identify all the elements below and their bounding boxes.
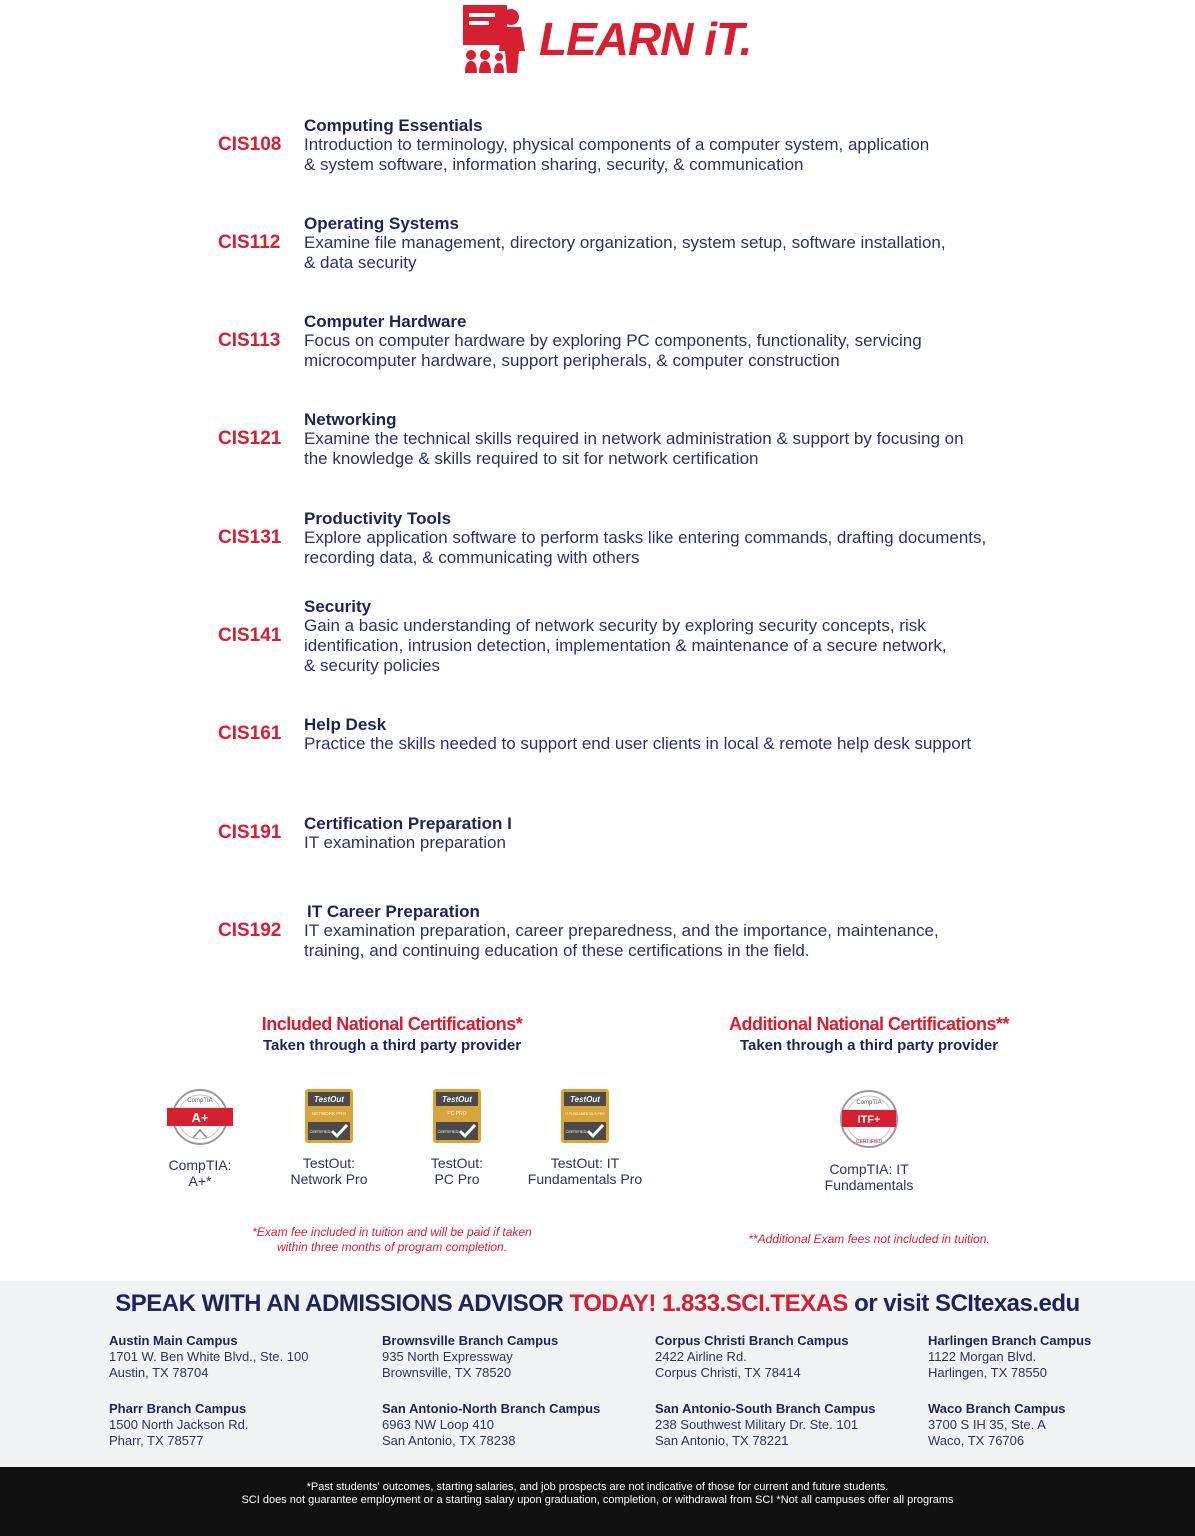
campus-address bbox=[928, 1401, 1188, 1449]
campus-name: San Antonio-South Branch Campus bbox=[655, 1401, 876, 1416]
campus-address bbox=[109, 1333, 369, 1381]
course-title: Productivity Tools bbox=[304, 509, 452, 528]
course-description-line: identification, intrusion detection, implementation & maintenance of a secure network, bbox=[304, 636, 947, 655]
campus-address-line: 935 North Expressway bbox=[382, 1349, 513, 1364]
course-description bbox=[304, 429, 1004, 469]
course-description-line: recording data, & communicating with others bbox=[304, 548, 640, 567]
campus-name: Brownsville Branch Campus bbox=[382, 1333, 559, 1348]
course-description bbox=[304, 833, 1004, 853]
svg-text:CompTIA: CompTIA bbox=[856, 1100, 882, 1106]
comptia-a-plus-badge bbox=[150, 1088, 250, 1189]
course-description-line: Introduction to terminology, physical components of a computer system, application bbox=[304, 135, 930, 154]
course-title: Computing Essentials bbox=[304, 116, 483, 135]
testout-network-pro-icon bbox=[304, 1088, 354, 1144]
course-description-line: Focus on computer hardware by exploring PC components, functionality, servicing bbox=[304, 331, 922, 350]
campus-address-line: 2422 Airline Rd. bbox=[655, 1349, 747, 1364]
admissions-call-to-action: SPEAK WITH AN ADMISSIONS ADVISOR TODAY! 1.833.SCI.TEXAS or visit SCItexas.edu bbox=[115, 1290, 1080, 1317]
course-title: Operating Systems bbox=[304, 214, 459, 233]
course-description-line: & data security bbox=[304, 253, 417, 272]
course-code: CIS141 bbox=[218, 625, 282, 646]
campus-name: Austin Main Campus bbox=[109, 1333, 238, 1348]
included-certifications-header bbox=[192, 1014, 592, 1054]
testout-pc-pro-caption: TestOut: PC Pro bbox=[430, 1155, 484, 1187]
logo-text: LEARN iT. bbox=[539, 13, 752, 65]
campus-address-line: San Antonio, TX 78238 bbox=[382, 1433, 516, 1448]
course-description-line: the knowledge & skills required to sit for network certification bbox=[304, 449, 759, 468]
included-certifications-subheading: Taken through a third party provider bbox=[262, 1037, 522, 1054]
svg-text:CERTIFIED: CERTIFIED bbox=[309, 1129, 331, 1134]
course-description bbox=[304, 528, 1004, 568]
learn-it-logo-icon bbox=[461, 3, 533, 75]
course-description-line: Examine file management, directory organization, system setup, software installation, bbox=[304, 233, 946, 252]
campus-address-line: Austin, TX 78704 bbox=[109, 1365, 209, 1380]
testout-it-fundamentals-pro-caption: TestOut: IT Fundamentals Pro bbox=[527, 1155, 643, 1187]
svg-text:TestOut: TestOut bbox=[314, 1095, 344, 1104]
comptia-a-plus-icon bbox=[165, 1088, 235, 1146]
comptia-itf-plus-badge bbox=[809, 1088, 929, 1193]
course-description-line: & system software, information sharing, security, & communication bbox=[304, 155, 804, 174]
svg-text:ITF+: ITF+ bbox=[857, 1114, 881, 1126]
comptia-itf-plus-caption: CompTIA: IT Fundamentals bbox=[824, 1161, 914, 1193]
course-code: CIS108 bbox=[218, 134, 282, 155]
campus-address bbox=[109, 1401, 369, 1449]
svg-text:CERTIFIED: CERTIFIED bbox=[437, 1129, 459, 1134]
svg-text:TestOut: TestOut bbox=[442, 1095, 472, 1104]
campus-address-line: Harlingen, TX 78550 bbox=[928, 1365, 1048, 1380]
svg-text:CompTIA: CompTIA bbox=[187, 1098, 213, 1104]
additional-certifications-subheading: Taken through a third party provider bbox=[739, 1037, 999, 1054]
campus-address-line: 3700 S IH 35, Ste. A bbox=[928, 1417, 1046, 1432]
campus-name: San Antonio-North Branch Campus bbox=[382, 1401, 601, 1416]
campus-name: Pharr Branch Campus bbox=[109, 1401, 247, 1416]
campus-address bbox=[928, 1333, 1188, 1381]
disclaimer-footer bbox=[0, 1467, 1195, 1536]
course-title: Help Desk bbox=[304, 715, 387, 734]
course-title: Security bbox=[304, 597, 372, 616]
course-description-line: microcomputer hardware, support peripherals, & computer construction bbox=[304, 351, 840, 370]
course-title: Networking bbox=[304, 410, 397, 429]
course-code: CIS121 bbox=[218, 428, 282, 449]
svg-text:NETWORK PRO: NETWORK PRO bbox=[311, 1111, 347, 1116]
course-code: CIS161 bbox=[218, 723, 282, 744]
testout-network-pro-badge bbox=[279, 1088, 379, 1187]
testout-it-fundamentals-pro-badge bbox=[520, 1088, 650, 1187]
course-description bbox=[304, 616, 1004, 676]
comptia-a-plus-caption: CompTIA: A+* bbox=[168, 1157, 232, 1189]
course-description-line: Practice the skills needed to support end user clients in local & remote help desk support bbox=[304, 734, 972, 753]
campus-name: Corpus Christi Branch Campus bbox=[655, 1333, 849, 1348]
testout-it-fundamentals-pro-icon bbox=[560, 1088, 610, 1144]
disclaimer-line-2: SCI does not guarantee employment or a starting salary upon graduation, completion, or withdrawal from SCI *Not all campuses offer all programs bbox=[241, 1494, 954, 1506]
testout-pc-pro-icon bbox=[432, 1088, 482, 1144]
website-link[interactable]: or visit SCItexas.edu bbox=[847, 1290, 1080, 1317]
course-description-line: IT examination preparation, career preparedness, and the importance, maintenance, bbox=[304, 921, 939, 940]
campus-address-line: 6963 NW Loop 410 bbox=[382, 1417, 495, 1432]
campus-address-line: San Antonio, TX 78221 bbox=[655, 1433, 789, 1448]
course-description-line: & security policies bbox=[304, 656, 441, 675]
course-code: CIS113 bbox=[218, 330, 281, 351]
svg-text:TestOut: TestOut bbox=[570, 1095, 600, 1104]
campus-address bbox=[382, 1333, 642, 1381]
additional-certifications-heading: Additional National Certifications** bbox=[728, 1014, 1010, 1034]
campus-address-line: Waco, TX 76706 bbox=[928, 1433, 1025, 1448]
additional-certifications-header bbox=[669, 1014, 1069, 1054]
campus-address bbox=[655, 1401, 915, 1449]
phone-number-link[interactable]: TODAY! 1.833.SCI.TEXAS bbox=[569, 1290, 848, 1317]
campus-address bbox=[382, 1401, 642, 1449]
campus-address-line: 238 Southwest Military Dr. Ste. 101 bbox=[655, 1417, 859, 1432]
campus-address-line: 1500 North Jackson Rd. bbox=[109, 1417, 249, 1432]
course-description bbox=[304, 921, 1004, 961]
testout-pc-pro-badge bbox=[407, 1088, 507, 1187]
course-title: Certification Preparation I bbox=[304, 814, 512, 833]
course-code: CIS191 bbox=[218, 822, 282, 843]
svg-text:IT FUNDAMENTALS PRO: IT FUNDAMENTALS PRO bbox=[565, 1112, 605, 1116]
disclaimer-line-1: *Past students' outcomes, starting salaries, and job prospects are not indicative of those for current and future students. bbox=[306, 1481, 889, 1493]
campus-address-line: 1701 W. Ben White Blvd., Ste. 100 bbox=[109, 1349, 309, 1364]
campus-name: Harlingen Branch Campus bbox=[928, 1333, 1092, 1348]
svg-text:A+: A+ bbox=[191, 1110, 209, 1125]
course-description-line: IT examination preparation bbox=[304, 833, 506, 852]
testout-network-pro-caption: TestOut: Network Pro bbox=[290, 1155, 368, 1187]
course-title: Computer Hardware bbox=[304, 312, 467, 331]
svg-text:CERTIFIED: CERTIFIED bbox=[855, 1139, 883, 1145]
course-description bbox=[304, 135, 1004, 175]
svg-text:PC PRO: PC PRO bbox=[447, 1111, 467, 1117]
course-title: IT Career Preparation bbox=[307, 902, 480, 921]
campus-address-line: Corpus Christi, TX 78414 bbox=[655, 1365, 801, 1380]
course-description-line: Examine the technical skills required in network administration & support by focusing on bbox=[304, 429, 964, 448]
campus-name: Waco Branch Campus bbox=[928, 1401, 1066, 1416]
course-code: CIS131 bbox=[218, 527, 282, 548]
comptia-itf-plus-icon bbox=[834, 1088, 904, 1150]
course-description-line: Gain a basic understanding of network security by exploring security concepts, risk bbox=[304, 616, 926, 635]
course-code: CIS192 bbox=[218, 920, 282, 941]
course-description bbox=[304, 734, 1004, 754]
learn-it-logo bbox=[461, 0, 751, 78]
included-certifications-heading: Included National Certifications* bbox=[261, 1014, 523, 1034]
course-description bbox=[304, 331, 1004, 371]
campus-address bbox=[655, 1333, 915, 1381]
course-description-line: Explore application software to perform tasks like entering commands, drafting documents, bbox=[304, 528, 987, 547]
campus-address-line: 1122 Morgan Blvd. bbox=[928, 1349, 1037, 1364]
svg-text:CERTIFIED: CERTIFIED bbox=[565, 1129, 587, 1134]
campus-address-line: Pharr, TX 78577 bbox=[109, 1433, 204, 1448]
course-code: CIS112 bbox=[218, 232, 281, 253]
course-description-line: training, and continuing education of these certifications in the field. bbox=[304, 941, 810, 960]
additional-exam-fee-note: **Additional Exam fees not included in tuition. bbox=[748, 1232, 990, 1246]
included-exam-fee-note: *Exam fee included in tuition and will be paid if taken within three months of program completion. bbox=[252, 1225, 532, 1254]
course-description bbox=[304, 233, 1004, 273]
campus-address-line: Brownsville, TX 78520 bbox=[382, 1365, 512, 1380]
